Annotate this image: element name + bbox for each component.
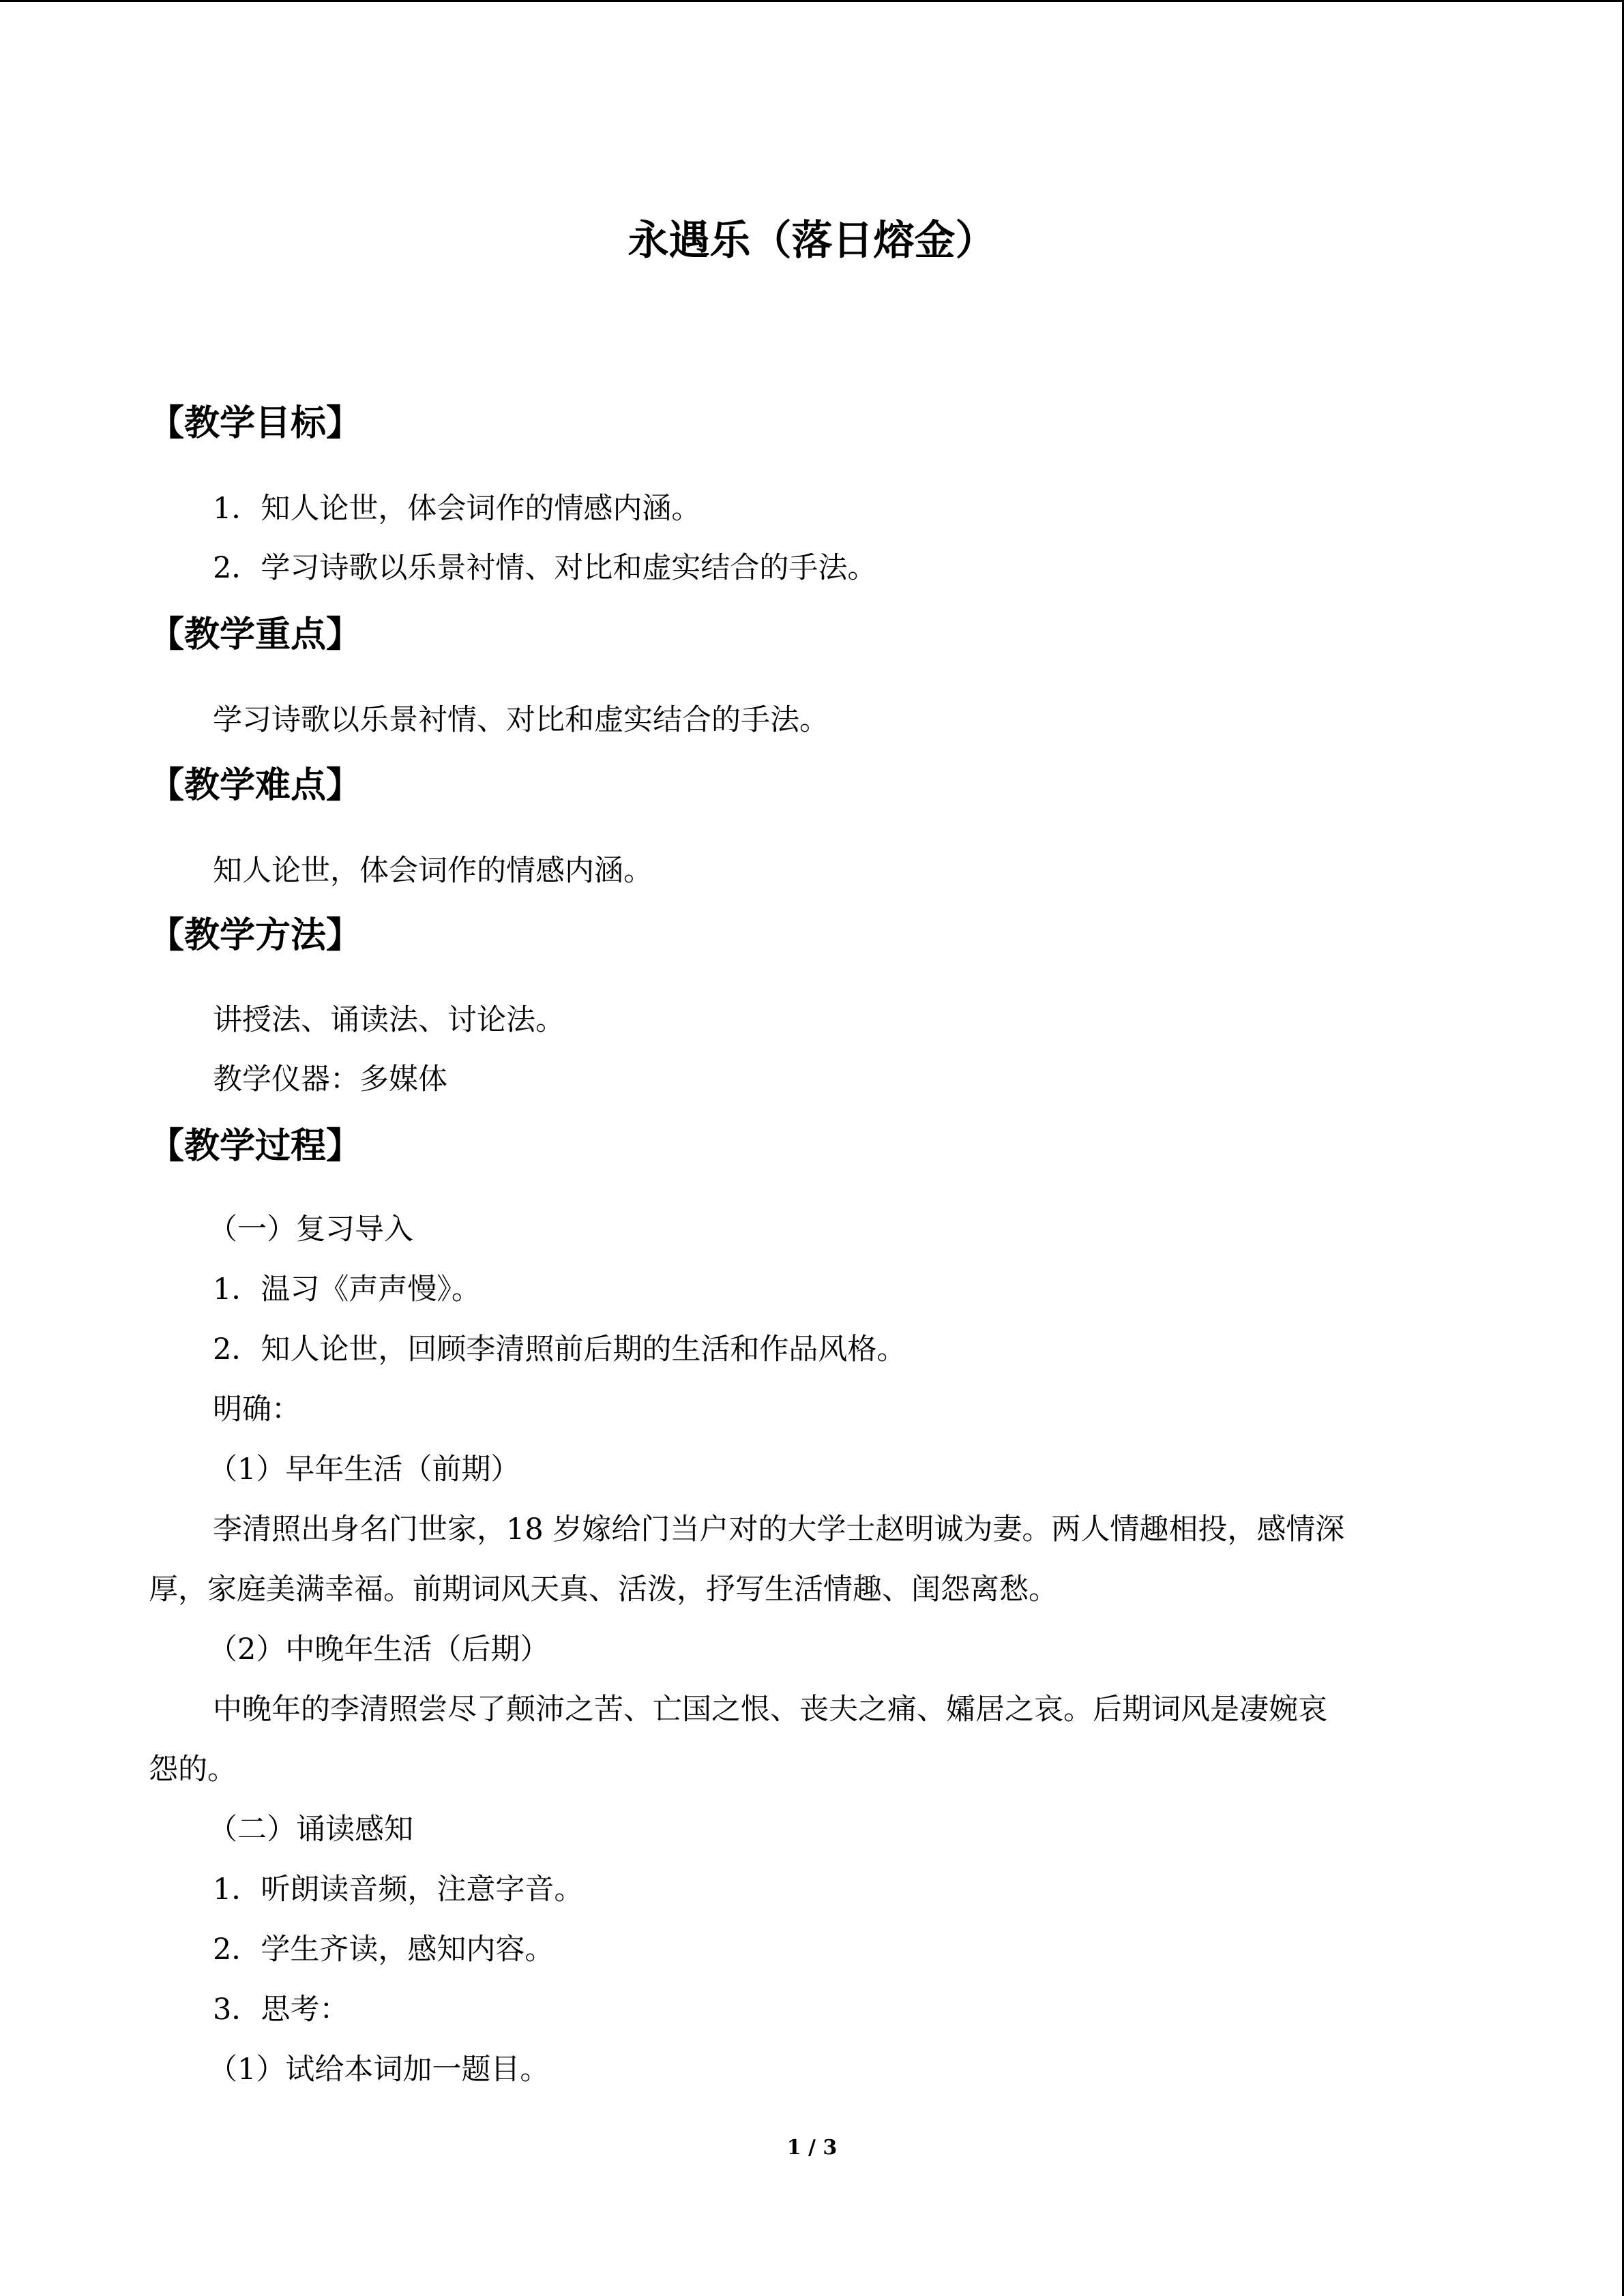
objective-item-2: 2．学习诗歌以乐景衬情、对比和虚实结合的手法。 <box>213 551 877 585</box>
process-part2-item2: 2．学生齐读，感知内容。 <box>213 1933 555 1967</box>
process-part1-item1: 1．温习《声声慢》。 <box>213 1272 481 1307</box>
process-part2-item1: 1．听朗读音频，注意字音。 <box>213 1873 584 1907</box>
process-part1-title: （一）复习导入 <box>208 1212 413 1247</box>
key-points-heading: 【教学重点】 <box>149 614 362 655</box>
process-part1-item2: 2．知人论世，回顾李清照前后期的生活和作品风格。 <box>213 1332 906 1367</box>
process-late-title: （2）中晚年生活（后期） <box>208 1632 550 1667</box>
process-part2-item3: 3．思考： <box>213 1993 349 2027</box>
process-late-line2: 怨的。 <box>149 1753 237 1787</box>
key-points-text: 学习诗歌以乐景衬情、对比和虚实结合的手法。 <box>213 703 829 737</box>
difficulties-heading: 【教学难点】 <box>149 764 362 806</box>
process-part2-title: （二）诵读感知 <box>208 1813 413 1847</box>
objective-item-1: 1．知人论世，体会词作的情感内涵。 <box>213 492 701 526</box>
page-number: 1 / 3 <box>786 2136 838 2160</box>
process-early-line1: 李清照出身名门世家，18 岁嫁给门当户对的大学士赵明诚为妻。两人情趣相投，感情深 <box>213 1512 1345 1547</box>
document-title: 永遇乐（落日熔金） <box>628 217 996 265</box>
page-border-top <box>0 0 1624 2</box>
process-part2-question1: （1）试给本词加一题目。 <box>208 2053 550 2087</box>
process-late-line1: 中晚年的李清照尝尽了颠沛之苦、亡国之恨、丧夫之痛、孀居之哀。后期词风是凄婉哀 <box>213 1693 1327 1727</box>
methods-text: 讲授法、诵读法、讨论法。 <box>213 1003 565 1037</box>
objectives-heading: 【教学目标】 <box>149 402 362 444</box>
difficulties-text: 知人论世，体会词作的情感内涵。 <box>213 854 653 888</box>
process-clarify: 明确： <box>213 1392 301 1427</box>
process-heading: 【教学过程】 <box>149 1125 362 1167</box>
methods-heading: 【教学方法】 <box>149 914 362 956</box>
process-early-title: （1）早年生活（前期） <box>208 1452 520 1487</box>
methods-equipment: 教学仪器：多媒体 <box>213 1062 447 1097</box>
process-early-line2: 厚，家庭美满幸福。前期词风天真、活泼，抒写生活情趣、闺怨离愁。 <box>149 1572 1058 1607</box>
